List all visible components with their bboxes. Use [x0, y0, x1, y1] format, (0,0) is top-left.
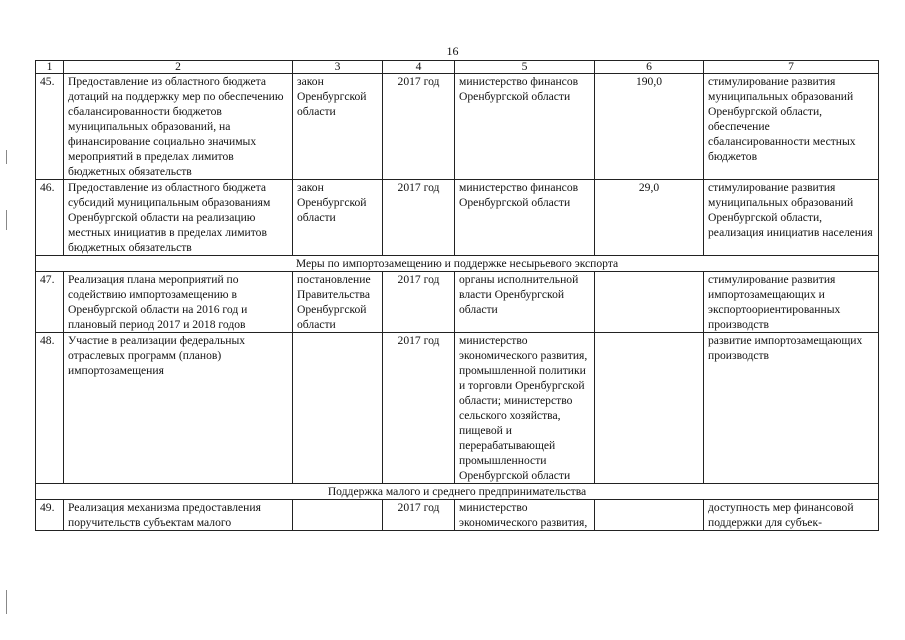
responsible-body: министерство экономического развития, [455, 500, 595, 531]
row-number: 49. [36, 500, 64, 531]
responsible-body: органы исполнительной власти Оренбургской области [455, 272, 595, 333]
legal-basis [293, 333, 383, 484]
column-header-4: 4 [383, 61, 455, 74]
legal-basis [293, 500, 383, 531]
column-header-7: 7 [704, 61, 879, 74]
row-number: 47. [36, 272, 64, 333]
measures-table [35, 60, 879, 531]
measure-description: Предоставление из областного бюджета субсидий муниципальным образованиям Оренбургской области на реализацию местных инициатив в пределах лимитов бюджетных обязательств [64, 180, 293, 256]
row-number: 48. [36, 333, 64, 484]
measure-description: Предоставление из областного бюджета дотаций на поддержку мер по обеспечению сбалансированности бюджетов муниципальных образований, на финансирование социально значимых мероприятий в пределах лимитов бюджетных обязательств [64, 74, 293, 180]
legal-basis: закон Оренбургской области [293, 74, 383, 180]
section-title: Меры по импортозамещению и поддержке несырьевого экспорта [36, 256, 879, 272]
table-header-row [36, 61, 879, 74]
responsible-body: министерство финансов Оренбургской области [455, 180, 595, 256]
table-row [36, 74, 879, 180]
row-number: 46. [36, 180, 64, 256]
term: 2017 год [383, 333, 455, 484]
measure-description: Участие в реализации федеральных отраслевых программ (планов) импортозамещения [64, 333, 293, 484]
amount: 190,0 [595, 74, 704, 180]
column-header-3: 3 [293, 61, 383, 74]
amount [595, 333, 704, 484]
section-title: Поддержка малого и среднего предпринимательства [36, 484, 879, 500]
measure-description: Реализация плана мероприятий по содействию импортозамещению в Оренбургской области на 2016 год и плановый период 2017 и 2018 годов [64, 272, 293, 333]
section-header-row [36, 484, 879, 500]
term: 2017 год [383, 74, 455, 180]
legal-basis: постановление Правительства Оренбургской области [293, 272, 383, 333]
amount [595, 272, 704, 333]
responsible-body: министерство экономического развития, промышленной политики и торговли Оренбургской области; министерство сельского хозяйства, пищевой и перерабатывающей промышленности Оренбургской области [455, 333, 595, 484]
measure-description: Реализация механизма предоставления поручительств субъектам малого [64, 500, 293, 531]
expected-result: доступность мер финансовой поддержки для субъек- [704, 500, 879, 531]
term: 2017 год [383, 272, 455, 333]
expected-result: стимулирование развития муниципальных образований Оренбургской области, реализация инициатив населения [704, 180, 879, 256]
expected-result: стимулирование развития импортозамещающих и экспортоориентированных производств [704, 272, 879, 333]
term: 2017 год [383, 180, 455, 256]
table-row [36, 272, 879, 333]
term: 2017 год [383, 500, 455, 531]
column-header-5: 5 [455, 61, 595, 74]
amount [595, 500, 704, 531]
column-header-6: 6 [595, 61, 704, 74]
amount: 29,0 [595, 180, 704, 256]
column-header-2: 2 [64, 61, 293, 74]
column-header-1: 1 [36, 61, 64, 74]
table-row [36, 333, 879, 484]
scan-margin-marks [6, 150, 10, 620]
expected-result: развитие импортозамещающих производств [704, 333, 879, 484]
page-number: 16 [446, 44, 459, 58]
row-number: 45. [36, 74, 64, 180]
table-row [36, 500, 879, 531]
table-row [36, 180, 879, 256]
expected-result: стимулирование развития муниципальных образований Оренбургской области, обеспечение сбалансированности местных бюджетов [704, 74, 879, 180]
responsible-body: министерство финансов Оренбургской области [455, 74, 595, 180]
legal-basis: закон Оренбургской области [293, 180, 383, 256]
section-header-row [36, 256, 879, 272]
